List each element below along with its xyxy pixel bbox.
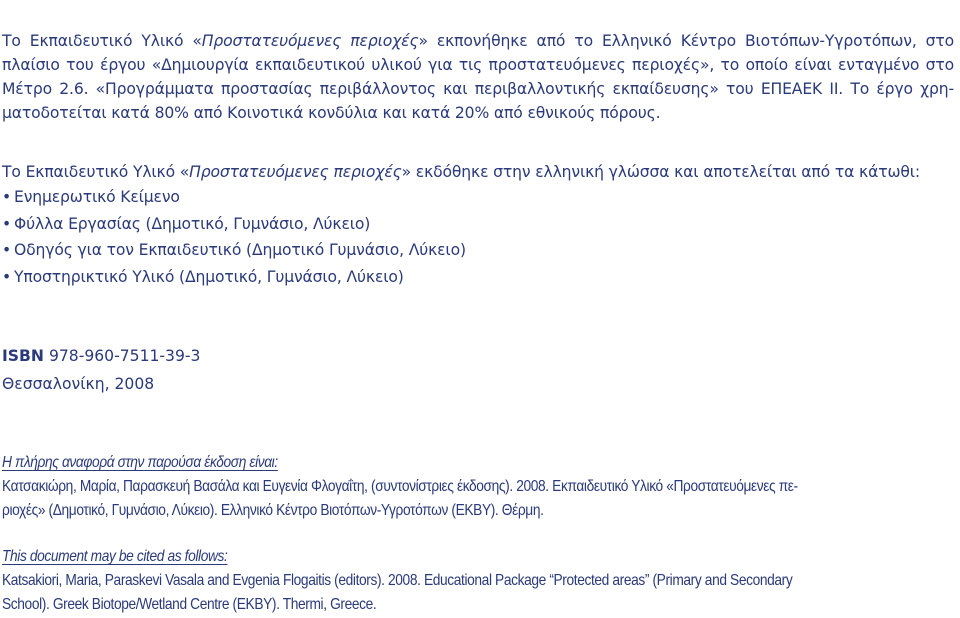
citation-greek-line-2: ριοχές» (Δημοτικό, Γυμνάσιο, Λύκειο). Ελληνικό Κέντρο Βιοτόπων-Υγροτόπων (ΕΚΒΥ). Θέρμη. [2,502,544,519]
citation-english-heading: This document may be cited as follows: [2,548,228,565]
intro-line-2: πλαίσιο του έργου «Δημιουργία εκπαιδευτικού υλικού για τις προστατευόμενες περιοχές», το οποίο είναι ενταγμένο στο [2,56,954,74]
list-item [2,184,466,211]
bullet-icon: • [2,188,12,206]
isbn-value: 978-960-7511-39-3 [43,347,201,365]
bullet-icon: • [2,214,12,233]
list-item [2,237,466,264]
bullet-icon: • [2,267,12,286]
list-item-text: Υποστηρικτικό Υλικό (Δημοτικό, Γυμνάσιο, Λύκειο) [14,267,404,286]
isbn-label: ISBN [2,347,44,365]
composition-title-italic: Προστατευόμενες περιοχές [189,163,402,181]
intro-line-1 [2,29,954,53]
citation-greek-line-1: Κατσακιώρη, Μαρία, Παρασκευή Βασάλα και Ευγενία Φλογαΐτη, (συντονίστριες έκδοσης). 2008. Εκπαιδευτικό Υλικό «Προστατευόμενες πε- [2,478,798,495]
composition-prefix: Το Εκπαιδευτικό Υλικό « [2,163,190,181]
citation-english-line-2: School). Greek Biotope/Wetland Centre (EKBY). Thermi, Greece. [2,596,377,613]
composition-suffix: » εκδόθηκε στην ελληνική γλώσσα και αποτελείται από τα κάτωθι: [401,163,920,181]
intro-text-start: Το Εκπαιδευτικό Υλικό « [2,32,202,50]
place-year: Θεσσαλονίκη, 2008 [2,375,155,393]
composition-line [2,160,954,184]
bullet-icon: • [2,241,12,259]
materials-list [2,184,466,290]
intro-line-3: Μέτρο 2.6. «Προγράμματα προστασίας περιβάλλοντος και περιβαλλοντικής εκπαίδευσης» του ΕΠΕΑΕΚ ΙΙ. Το έργο χρη- [2,80,954,98]
intro-paragraph [2,29,954,125]
citation-english-line-1: Katsakiori, Maria, Paraskevi Vasala and Evgenia Flogaitis (editors). 2008. Educational Package “Protected areas” (Primary and Secondary [2,572,793,589]
list-item [2,264,466,291]
list-item-text: Φύλλα Εργασίας (Δημοτικό, Γυμνάσιο, Λύκειο) [14,214,371,233]
intro-text-rest: » εκπονήθηκε από το Ελληνικό Κέντρο Βιοτόπων-Υγροτόπων, στο [418,32,955,50]
list-item-text: Ενημερωτικό Κείμενο [14,188,180,206]
list-item [2,211,466,238]
citation-greek-heading: Η πλήρης αναφορά στην παρούσα έκδοση είναι: [2,454,278,471]
list-item-text: Οδηγός για τον Εκπαιδευτικό (Δημοτικό Γυμνάσιο, Λύκειο) [14,241,466,259]
isbn-line [2,344,200,368]
citation-greek [2,451,821,523]
intro-line-4: ματοδοτείται κατά 80% από Κοινοτικά κονδύλια και κατά 20% από εθνικούς πόρους. [2,104,661,122]
composition-paragraph [2,160,954,184]
citation-english [2,545,821,617]
intro-title-italic: Προστατευόμενες περιοχές [201,32,419,50]
